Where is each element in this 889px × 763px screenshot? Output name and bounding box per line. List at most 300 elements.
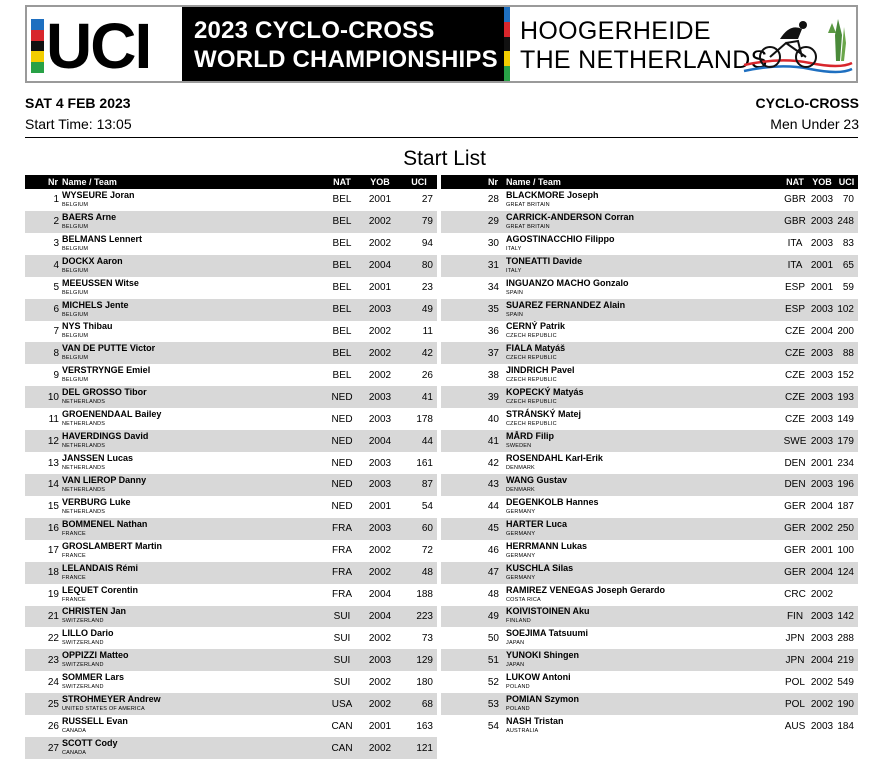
rider-yob: 2001: [368, 194, 392, 206]
col-nr: Nr: [25, 175, 62, 189]
rider-team: BELGIUM: [62, 311, 89, 318]
col-uci: UCI: [835, 175, 858, 189]
rider-name: STRÁNSKÝ Matej: [506, 409, 582, 420]
rider-name: INGUANZO MACHO Gonzalo: [506, 277, 629, 288]
rider-uci: 100: [837, 545, 854, 557]
rider-nat: DEN: [781, 474, 809, 496]
rider-uci: 178: [416, 413, 433, 425]
rider-nat: BEL: [332, 238, 352, 250]
rider-nr: 39: [441, 386, 502, 408]
rider-row: [441, 233, 858, 255]
rider-name: HERRMANN Lukas: [506, 540, 588, 551]
rider-row: [441, 693, 858, 715]
rider-row: [441, 474, 858, 496]
rider-nr: 49: [441, 606, 502, 628]
rider-team: GREAT BRITAIN: [506, 201, 550, 208]
rider-name: MEEUSSEN Witse: [62, 277, 139, 288]
rider-yob: 2003: [810, 413, 834, 425]
rider-name-team: [62, 606, 325, 628]
rider-nr: 35: [441, 299, 502, 321]
rider-name: NASH Tristan: [506, 716, 564, 727]
rider-row: [25, 496, 437, 518]
rider-nr: 11: [48, 413, 59, 425]
rider-nat: FRA: [332, 545, 352, 557]
rider-team: BELGIUM: [62, 355, 89, 362]
rider-nr: 53: [441, 693, 502, 715]
rider-name: LEQUET Corentin: [62, 584, 138, 595]
rider-row: [25, 649, 437, 671]
rider-uci: 60: [401, 518, 437, 540]
rider-nat: CZE: [785, 325, 805, 337]
rider-nat: BEL: [325, 255, 359, 277]
rider-name-team: [62, 496, 325, 518]
rider-team: ITALY: [506, 245, 522, 252]
rider-nr: 27: [25, 737, 62, 759]
rider-nr: 30: [487, 238, 499, 250]
rider-yob: 2002: [368, 325, 392, 337]
start-list-table-left: [25, 175, 437, 759]
rider-row: [25, 189, 437, 211]
rider-team: BELGIUM: [62, 245, 89, 252]
rider-row: [441, 496, 858, 518]
rider-uci: 187: [837, 501, 854, 513]
rider-uci: 161: [416, 457, 433, 469]
rider-uci: 180: [416, 676, 433, 688]
rider-team: NETHERLANDS: [62, 443, 106, 450]
race-date: SAT 4 FEB 2023: [25, 95, 131, 111]
rider-uci: 288: [837, 632, 854, 644]
rider-nat: NED: [325, 386, 359, 408]
category: Men Under 23: [770, 116, 859, 132]
rider-nat: USA: [325, 693, 359, 715]
rider-nat: NED: [331, 413, 353, 425]
rider-uci: 79: [401, 211, 437, 233]
rider-yob: 2001: [368, 282, 392, 294]
rider-yob: 2001: [810, 457, 834, 469]
rider-name: VERSTRYNGE Emiel: [62, 365, 151, 376]
rider-yob: 2002: [368, 632, 392, 644]
rider-nr: 41: [441, 430, 502, 452]
rider-name: LILLO Dario: [62, 628, 114, 639]
col-name: Name / Team: [502, 175, 781, 189]
rider-uci: 41: [401, 386, 437, 408]
rider-name: NYS Thibau: [62, 321, 113, 332]
rider-name-team: [62, 189, 325, 211]
rider-nat: GBR: [781, 211, 809, 233]
rider-nat: GER: [781, 518, 809, 540]
rider-name: STROHMEYER Andrew: [62, 694, 161, 705]
rider-name: DOCKX Aaron: [62, 255, 123, 266]
rider-nr: 51: [441, 649, 502, 671]
rider-uci: 152: [837, 369, 854, 381]
rider-nat: BEL: [332, 369, 352, 381]
rider-row: [25, 321, 437, 343]
rider-row: [441, 627, 858, 649]
rider-yob: 2002: [368, 676, 392, 688]
rider-row: [25, 233, 437, 255]
rider-team: FRANCE: [62, 596, 86, 603]
rider-row: [25, 518, 437, 540]
rider-nr: 24: [47, 676, 59, 688]
rider-row: [441, 649, 858, 671]
rider-name: KUSCHLA Silas: [506, 562, 574, 573]
rider-yob: 2002: [368, 545, 392, 557]
rider-uci: 27: [421, 194, 433, 206]
rider-uci: 250: [835, 518, 858, 540]
rider-team: COSTA RICA: [506, 596, 541, 603]
rider-uci: 65: [835, 255, 858, 277]
rider-nat: CAN: [331, 720, 353, 732]
venue-line2: THE NETHERLANDS: [520, 46, 768, 74]
rider-nat: SUI: [333, 676, 351, 688]
rider-uci: 73: [421, 632, 433, 644]
rider-row: [441, 562, 858, 584]
col-nat: NAT: [781, 175, 809, 189]
rider-name: WYSEURE Joran: [62, 189, 135, 200]
rider-nat: NED: [331, 457, 353, 469]
rider-name-team: [62, 584, 325, 606]
rider-nr: 50: [487, 632, 499, 644]
rider-nat: ESP: [781, 299, 809, 321]
rider-name-team: [62, 671, 325, 693]
rider-name-team: [502, 386, 781, 408]
rider-row: [441, 321, 858, 343]
rider-name: CARRICK-ANDERSON Corran: [506, 211, 635, 222]
rider-yob: 2003: [809, 299, 835, 321]
rider-nat: DEN: [784, 457, 806, 469]
rider-name-team: [502, 255, 781, 277]
rider-nr: 5: [53, 282, 59, 294]
rider-uci: 68: [401, 693, 437, 715]
rider-team: CZECH REPUBLIC: [506, 377, 557, 384]
rider-row: [441, 386, 858, 408]
rider-nr: 23: [25, 649, 62, 671]
rider-team: ITALY: [506, 267, 522, 274]
rider-row: [441, 408, 858, 430]
rider-uci: 23: [421, 282, 433, 294]
rider-name-team: [62, 233, 325, 255]
rider-team: AUSTRALIA: [506, 728, 539, 735]
rider-name-team: [502, 627, 781, 649]
rider-team: CZECH REPUBLIC: [506, 421, 557, 428]
rider-name: BLACKMORE Joseph: [506, 189, 599, 200]
rider-yob: 2002: [359, 342, 401, 364]
rider-name: SOEJIMA Tatsuumi: [506, 628, 589, 639]
rider-name: MÅRD Filip: [506, 431, 554, 442]
rider-row: [441, 430, 858, 452]
rider-row: [25, 474, 437, 496]
rider-nat: NED: [331, 501, 353, 513]
rider-uci: 124: [835, 562, 858, 584]
rider-uci: 59: [842, 282, 854, 294]
rider-uci: 193: [835, 386, 858, 408]
rider-name-team: [62, 386, 325, 408]
rider-nat: CRC: [784, 589, 806, 601]
rider-uci: 163: [416, 720, 433, 732]
rider-team: DENMARK: [506, 486, 535, 493]
rider-nr: 7: [53, 325, 59, 337]
rider-yob: 2004: [359, 606, 401, 628]
rider-name: MICHELS Jente: [62, 299, 129, 310]
rider-name: YUNOKI Shingen: [506, 650, 580, 661]
rider-row: [25, 584, 437, 606]
rider-row: [25, 452, 437, 474]
rider-row: [441, 211, 858, 233]
rider-name: LUKOW Antoni: [506, 672, 571, 683]
rider-nr: 38: [487, 369, 499, 381]
rider-row: [441, 606, 858, 628]
rider-team: FRANCE: [62, 574, 86, 581]
rider-nr: 25: [25, 693, 62, 715]
rider-team: SWITZERLAND: [62, 640, 104, 647]
rider-yob: 2003: [359, 649, 401, 671]
rider-team: BELGIUM: [62, 201, 89, 208]
rider-team: SWITZERLAND: [62, 684, 104, 691]
start-list-table-right: [441, 175, 858, 737]
rider-nr: 14: [25, 474, 62, 496]
rider-team: BELGIUM: [62, 333, 89, 340]
rider-row: [441, 584, 858, 606]
rider-uci: 179: [835, 430, 858, 452]
rider-team: NETHERLANDS: [62, 465, 106, 472]
rider-name-team: [62, 518, 325, 540]
rider-yob: 2002: [810, 676, 834, 688]
rider-row: [25, 606, 437, 628]
rider-team: FRANCE: [62, 552, 86, 559]
rider-yob: 2003: [810, 194, 834, 206]
rider-name: VERBURG Luke: [62, 496, 131, 507]
rider-yob: 2003: [809, 606, 835, 628]
rider-name-team: [502, 408, 781, 430]
rider-yob: 2002: [368, 369, 392, 381]
rider-team: SWITZERLAND: [62, 618, 104, 625]
rider-team: CANADA: [62, 728, 87, 735]
col-nat: NAT: [325, 175, 359, 189]
rider-name-team: [502, 364, 781, 386]
rider-yob: 2003: [809, 342, 835, 364]
rider-name: KOPECKÝ Matyás: [506, 387, 584, 398]
rider-yob: 2004: [809, 649, 835, 671]
venue-line1: HOOGERHEIDE: [520, 17, 711, 45]
rider-name: BAERS Arne: [62, 211, 117, 222]
rider-name: ROSENDAHL Karl-Erik: [506, 453, 603, 464]
rider-name-team: [502, 562, 781, 584]
rider-nat: GBR: [784, 194, 806, 206]
table-header-row: [25, 175, 437, 189]
rider-row: [441, 342, 858, 364]
rider-row: [25, 364, 437, 386]
rider-yob: 2003: [359, 518, 401, 540]
rider-yob: 2002: [810, 589, 834, 601]
rider-team: POLAND: [506, 684, 530, 691]
rider-nat: ESP: [784, 282, 805, 294]
rider-yob: 2004: [359, 255, 401, 277]
rider-nat: NED: [325, 474, 359, 496]
rider-name-team: [62, 299, 325, 321]
rider-yob: 2001: [368, 501, 392, 513]
rider-team: FRANCE: [62, 530, 86, 537]
rider-name-team: [502, 518, 781, 540]
rider-name: TONEATTI Davide: [506, 255, 583, 266]
rider-uci: 121: [401, 737, 437, 759]
rider-name: LELANDAIS Rémi: [62, 562, 139, 573]
rider-nat: POL: [781, 693, 809, 715]
rider-row: [25, 562, 437, 584]
rider-name-team: [502, 671, 781, 693]
rider-uci: 196: [835, 474, 858, 496]
rider-row: [441, 277, 858, 299]
rider-name-team: [62, 342, 325, 364]
rider-nat: CAN: [325, 737, 359, 759]
rider-name: KOIVISTOINEN Aku: [506, 606, 590, 617]
rider-uci: 223: [401, 606, 437, 628]
rider-nr: 28: [487, 194, 499, 206]
rider-nr: 48: [487, 589, 499, 601]
rider-yob: 2003: [359, 299, 401, 321]
rider-row: [25, 408, 437, 430]
rider-team: BELGIUM: [62, 289, 89, 296]
rider-nr: 29: [441, 211, 502, 233]
rider-row: [25, 211, 437, 233]
rider-nr: 1: [53, 194, 59, 206]
discipline: CYCLO-CROSS: [755, 95, 859, 111]
uci-rainbow-stripe: [31, 19, 44, 73]
rider-nat: AUS: [784, 720, 806, 732]
rider-yob: 2003: [809, 386, 835, 408]
rider-name: CERNÝ Patrik: [506, 321, 566, 332]
rider-yob: 2003: [359, 386, 401, 408]
category-block: [756, 95, 859, 132]
rider-team: JAPAN: [506, 662, 525, 669]
rider-name-team: [62, 649, 325, 671]
rider-row: [25, 255, 437, 277]
rider-row: [441, 518, 858, 540]
rider-name-team: [62, 627, 325, 649]
rider-name: OPPIZZI Matteo: [62, 650, 129, 661]
rider-name: DEL GROSSO Tibor: [62, 387, 147, 398]
rider-nat: BEL: [332, 325, 352, 337]
rider-yob: 2003: [368, 457, 392, 469]
rider-name-team: [62, 364, 325, 386]
rider-uci: 26: [421, 369, 433, 381]
rider-row: [25, 737, 437, 759]
date-time-block: [25, 95, 132, 132]
col-yob: YOB: [359, 175, 401, 189]
rider-name: BELMANS Lennert: [62, 233, 143, 244]
rider-uci: 70: [842, 194, 854, 206]
rider-row: [441, 255, 858, 277]
rider-nat: GER: [781, 562, 809, 584]
rider-nat: GER: [784, 545, 806, 557]
rider-name: SCOTT Cody: [62, 738, 118, 748]
rider-uci: 11: [422, 325, 433, 337]
rider-name-team: [62, 277, 325, 299]
rider-row: [441, 540, 858, 562]
rider-nat: FRA: [332, 589, 352, 601]
championship-title-line1: 2023 CYCLO-CROSS: [194, 17, 435, 44]
rider-team: NETHERLANDS: [62, 486, 106, 493]
rider-team: SWITZERLAND: [62, 662, 104, 669]
rider-nat: NED: [325, 430, 359, 452]
rider-team: SPAIN: [506, 289, 524, 296]
rider-nat: GER: [784, 501, 806, 513]
rider-uci: 102: [835, 299, 858, 321]
rider-nat: BEL: [325, 211, 359, 233]
rider-name-team: [502, 321, 781, 343]
rider-uci: 142: [835, 606, 858, 628]
rider-nat: FRA: [325, 562, 359, 584]
rider-nr: 26: [47, 720, 59, 732]
rider-row: [441, 299, 858, 321]
rider-nat: BEL: [325, 342, 359, 364]
rider-nr: 44: [487, 501, 499, 513]
rider-nr: 16: [25, 518, 62, 540]
rider-name-team: [62, 408, 325, 430]
rider-nat: CZE: [785, 413, 805, 425]
rider-uci: 234: [837, 457, 854, 469]
rider-name-team: [502, 299, 781, 321]
rider-yob: 2001: [810, 282, 834, 294]
rider-row: [441, 715, 858, 737]
rider-nat: BEL: [332, 282, 352, 294]
page-title: Start List: [403, 147, 486, 170]
rider-nat: SWE: [781, 430, 809, 452]
rider-uci: 88: [835, 342, 858, 364]
rider-row: [25, 386, 437, 408]
rider-name-team: [62, 737, 325, 759]
rider-nr: 2: [25, 211, 62, 233]
rider-row: [25, 693, 437, 715]
rider-team: FINLAND: [506, 618, 531, 625]
rider-name-team: [62, 693, 325, 715]
rider-name-team: [502, 606, 781, 628]
rider-name: VAN LIEROP Danny: [62, 474, 147, 485]
rider-yob: 2003: [809, 430, 835, 452]
rider-name-team: [62, 321, 325, 343]
rider-row: [25, 299, 437, 321]
rider-uci: 94: [421, 238, 433, 250]
rider-nat: POL: [784, 676, 805, 688]
rainbow-divider: [504, 7, 510, 81]
rider-nat: FIN: [781, 606, 809, 628]
rider-team: BELGIUM: [62, 223, 89, 230]
rider-nat: CZE: [781, 342, 809, 364]
rider-nr: 6: [25, 299, 62, 321]
rider-nat: SUI: [325, 606, 359, 628]
rider-row: [25, 715, 437, 737]
rider-name: SUAREZ FERNANDEZ Alain: [506, 299, 626, 310]
rider-name: FIALA Matyáš: [506, 343, 566, 354]
rider-nat: JPN: [785, 632, 805, 644]
rider-nr: 43: [441, 474, 502, 496]
rider-name-team: [502, 584, 781, 606]
rider-team: CZECH REPUBLIC: [506, 333, 557, 340]
rider-name: WANG Gustav: [506, 474, 568, 485]
rider-nr: 52: [487, 676, 499, 688]
rider-yob: 2003: [368, 413, 392, 425]
rider-row: [441, 671, 858, 693]
rider-nat: ITA: [787, 238, 803, 250]
rider-uci: 184: [837, 720, 854, 732]
rider-yob: 2001: [809, 255, 835, 277]
rider-name-team: [502, 649, 781, 671]
rider-row: [25, 277, 437, 299]
rider-nat: JPN: [781, 649, 809, 671]
rider-yob: 2001: [810, 545, 834, 557]
rider-name: CHRISTEN Jan: [62, 606, 127, 617]
rider-uci: 42: [401, 342, 437, 364]
rider-name-team: [62, 540, 325, 562]
